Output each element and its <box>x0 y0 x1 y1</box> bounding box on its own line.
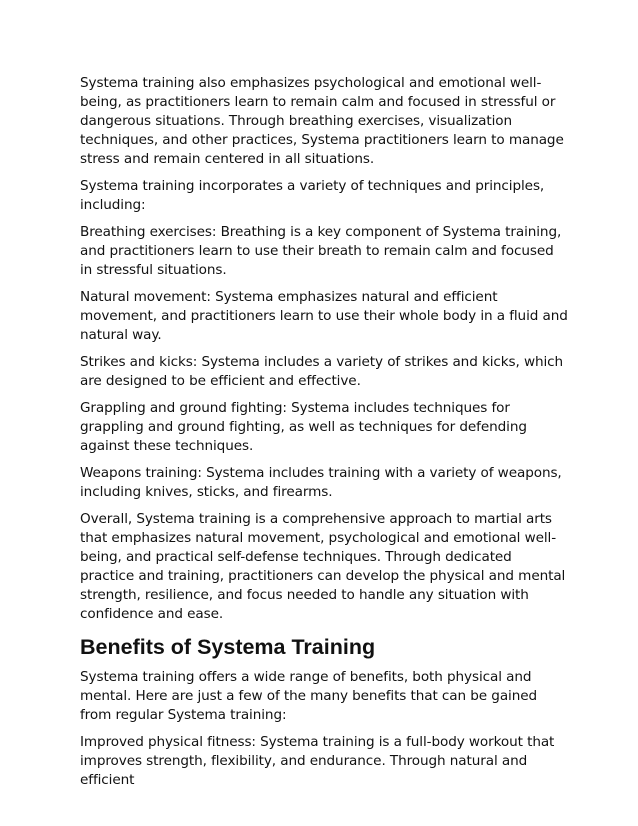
paragraph-benefits-intro: Systema training offers a wide range of benefits, both physical and mental. Here are just a few of the many benefits that can be gained from regular Systema training: <box>80 669 538 723</box>
paragraph-grappling: Grappling and ground fighting: Systema includes techniques for grappling and ground fighting, as well as techniques for defending against these techniques. <box>80 400 527 454</box>
paragraph-strikes-and-kicks: Strikes and kicks: Systema includes a variety of strikes and kicks, which are designed to be efficient and effective. <box>80 354 564 389</box>
paragraph-natural-movement: Natural movement: Systema emphasizes natural and efficient movement, and practitioners learn to use their whole body in a fluid and natural way. <box>80 289 568 343</box>
paragraph-techniques-intro: Systema training incorporates a variety of techniques and principles, including: <box>80 178 545 213</box>
section-heading-benefits: Benefits of Systema Training <box>80 635 376 659</box>
paragraph-weapons-training: Weapons training: Systema includes training with a variety of weapons, including knives, sticks, and firearms. <box>80 465 562 500</box>
paragraph-breathing-exercises: Breathing exercises: Breathing is a key component of Systema training, and practitioners learn to use their breath to remain calm and focused in stressful situations. <box>80 224 562 278</box>
paragraph-improved-fitness: Improved physical fitness: Systema training is a full-body workout that improves strength, flexibility, and endurance. Through natural and efficient <box>80 734 555 788</box>
document-page <box>80 74 568 798</box>
paragraph-overall: Overall, Systema training is a comprehensive approach to martial arts that emphasizes natural movement, psychological and emotional well-being, and practical self-defense techniques. Through dedicated practice and training, practitioners can develop the physical and mental strength, resilience, and focus needed to handle any situation with confidence and ease. <box>80 511 566 622</box>
paragraph-emotional-well-being: Systema training also emphasizes psychological and emotional well-being, as practitioners learn to remain calm and focused in stressful or dangerous situations. Through breathing exercises, visualization techniques, and other practices, Systema practitioners learn to manage stress and remain centered in all situations. <box>80 75 564 167</box>
